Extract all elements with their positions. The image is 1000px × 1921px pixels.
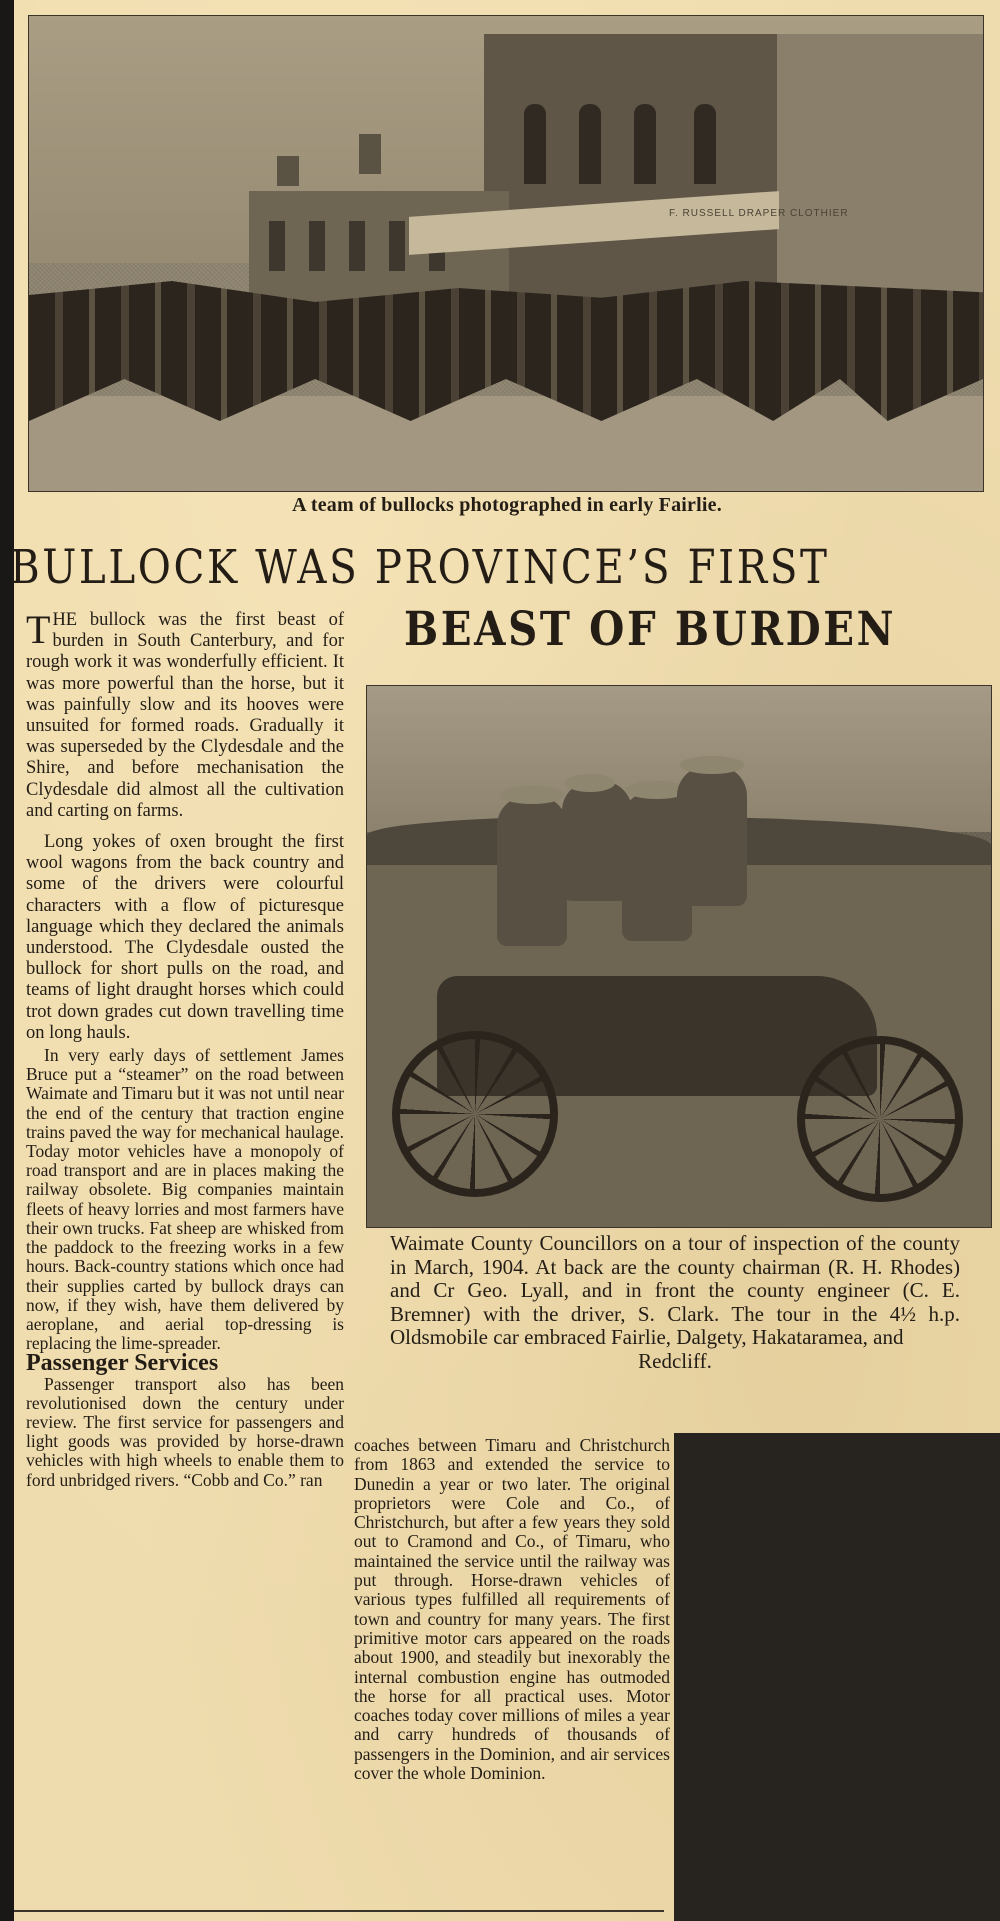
photo-hat — [500, 786, 564, 804]
photo-window — [269, 221, 285, 271]
photo-road — [29, 396, 983, 491]
paragraph-intro — [26, 607, 344, 822]
paragraph-oxen: Long yokes of oxen brought the first wool wagons from the back country and some of the drivers were colourful characters with a flow of picturesque language which they declared the animals understood. The Clydesdale ousted the bullock for short pulls on the road, and teams of light draught horses which could trot down grades cut down travelling time on long hauls. — [26, 832, 344, 1043]
article-column-left — [26, 607, 344, 1490]
newspaper-clipping — [10, 0, 1000, 1921]
photo-chimney — [277, 156, 299, 186]
photo-car-rear-wheel — [392, 1031, 558, 1197]
photo-car-front-wheel — [797, 1036, 963, 1202]
headline-line-1: BULLOCK WAS PROVINCE’S FIRST — [10, 540, 830, 595]
caption-text: Waimate County Councillors on a tour of inspection of the county in March, 1904. At back are the county chairman (R. H. Rhodes) and Cr Geo. Lyall, and in front the county engineer (C. E. Bremner) with the driver, S. Clark. The tour in the 4½ h.p. Oldsmobile car embraced Fairlie, Dalgety, Hakataramea, and — [390, 1231, 960, 1350]
photo-caption-bullocks: A team of bullocks photographed in early Fairlie. — [292, 494, 722, 516]
article-column-middle — [354, 1436, 670, 1783]
photo-chimney — [359, 134, 381, 174]
photo-caption-councillors — [390, 1232, 960, 1374]
photo-window — [634, 104, 656, 184]
photo-window — [694, 104, 716, 184]
photo-window — [349, 221, 365, 271]
paragraph-coaches: coaches between Timaru and Christchurch from 1863 and extended the service to Dunedin a year or two later. The original proprietors were Cole and Co., of Christchurch, but after a few years they sold out to Cramond and Co., of Timaru, who maintained the service until the railway was put through. Horse-drawn vehicles of various types fulfilled all requirements of town and country for many years. The first primitive motor cars appeared on the roads about 1900, and steadily but inexorably the internal combustion engine has outmoded the horse for all practical uses. Motor coaches today cover millions of miles a year and carry hundreds of thousands of passengers in the Dominion, and air services cover the whole Dominion. — [354, 1435, 670, 1784]
bullock-team-photo — [28, 15, 984, 492]
paragraph-intro-text: HE bullock was the first beast of burden in South Canterbury, and for rough work it was wonderfully efficient. It was more powerful than the horse, but it was painfully slow and its hooves were unsuited for formed roads. Gradually it was superseded by the Clydesdale and the Shire, and before mechanisation the Clydesdale did almost all the cultivation and carting on farms. — [26, 610, 344, 821]
photo-person — [497, 796, 567, 946]
caption-text-last: Redcliff. — [638, 1348, 712, 1373]
dark-background-area — [674, 1433, 1000, 1921]
photo-window — [389, 221, 405, 271]
paragraph-mechanisation: In very early days of settlement James Bruce put a “steamer” on the road between Waimate and Timaru but it was not until near the end of the century that traction engine trains paved the way for mechanical haulage. Today motor vehicles have a monopoly of road transport and are in places making the railway obsolete. Big companies maintain fleets of heavy lorries and most farmers have their own trucks. Fat sheep are whisked from the paddock to the freezing works in a few hours. Back-country stations which once had their supplies carted by bullock drays can now, if they wish, have them delivered by aeroplane, and aerial top-dressing is replacing the lime-spreader. — [26, 1045, 344, 1354]
headline-line-2: BEAST OF BURDEN — [404, 602, 897, 657]
paragraph-passenger: Passenger transport also has been revolutionised down the century under review. The first service for passengers and light goods was provided by horse-drawn vehicles with high wheels to enable them to ford unbridged rivers. “Cobb and Co.” ran — [26, 1373, 344, 1490]
photo-window — [309, 221, 325, 271]
photo-window — [579, 104, 601, 184]
photo-person — [677, 766, 747, 906]
photo-window — [524, 104, 546, 184]
drop-cap: T — [26, 607, 51, 652]
photo-hat — [680, 756, 744, 774]
bottom-rule — [14, 1910, 664, 1912]
photo-hat — [565, 774, 615, 792]
oldsmobile-car-photo — [366, 685, 992, 1228]
subheading-passenger-services: Passenger Services — [26, 1350, 219, 1377]
photo-shop-sign: F. RUSSELL DRAPER CLOTHIER — [669, 208, 849, 219]
